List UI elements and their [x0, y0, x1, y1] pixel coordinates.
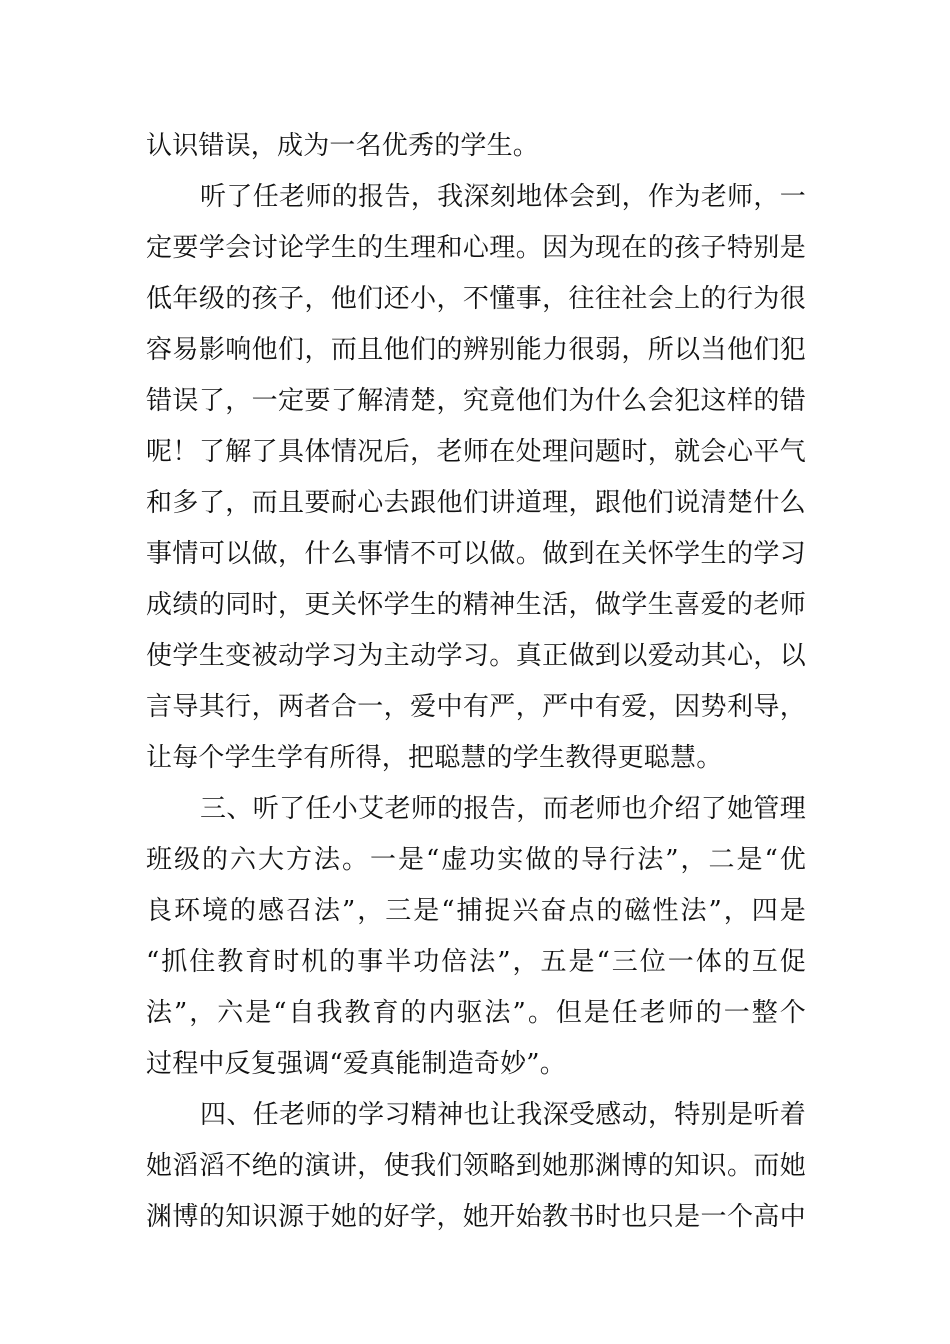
text-line: 过程中反复强调“爱真能制造奇妙”。 [146, 1049, 566, 1079]
text-line: 言导其行，两者合一，爱中有严，严中有爱，因势利导， [146, 692, 806, 722]
text-line: 渊博的知识源于她的好学，她开始教书时也只是一个高中 [146, 1202, 806, 1232]
text-line: 低年级的孩子，他们还小，不懂事，往往社会上的行为很 [146, 284, 806, 314]
text-line: 认识错误，成为一名优秀的学生。 [146, 131, 540, 161]
text-line: 成绩的同时，更关怀学生的精神生活，做学生喜爱的老师 [146, 590, 806, 620]
text-line: 让每个学生学有所得，把聪慧的学生教得更聪慧。 [146, 743, 723, 773]
text-line: 使学生变被动学习为主动学习。真正做到以爱动其心，以 [146, 641, 806, 671]
text-line: 法”，六是“自我教育的内驱法”。但是任老师的一整个 [146, 998, 806, 1028]
paragraph-start-line: 听了任老师的报告，我深刻地体会到，作为老师，一 [200, 182, 806, 212]
paragraph-start-line: 三、听了任小艾老师的报告，而老师也介绍了她管理 [200, 794, 806, 824]
text-line: 良环境的感召法”，三是“捕捉兴奋点的磁性法”，四是 [146, 896, 806, 926]
text-line: 定要学会讨论学生的生理和心理。因为现在的孩子特别是 [146, 233, 806, 263]
text-line: 呢！了解了具体情况后，老师在处理问题时，就会心平气 [146, 437, 806, 467]
text-line: 她滔滔不绝的演讲，使我们领略到她那渊博的知识。而她 [146, 1151, 806, 1181]
text-line: 错误了，一定要了解清楚，究竟他们为什么会犯这样的错 [146, 386, 806, 416]
paragraph-start-line: 四、任老师的学习精神也让我深受感动，特别是听着 [200, 1100, 806, 1130]
text-line: 班级的六大方法。一是“虚功实做的导行法”，二是“优 [146, 845, 806, 875]
text-line: “抓住教育时机的事半功倍法”，五是“三位一体的互促 [146, 947, 806, 977]
text-line: 和多了，而且要耐心去跟他们讲道理，跟他们说清楚什么 [146, 488, 806, 518]
text-line: 事情可以做，什么事情不可以做。做到在关怀学生的学习 [146, 539, 806, 569]
text-line: 容易影响他们，而且他们的辨别能力很弱，所以当他们犯 [146, 335, 806, 365]
